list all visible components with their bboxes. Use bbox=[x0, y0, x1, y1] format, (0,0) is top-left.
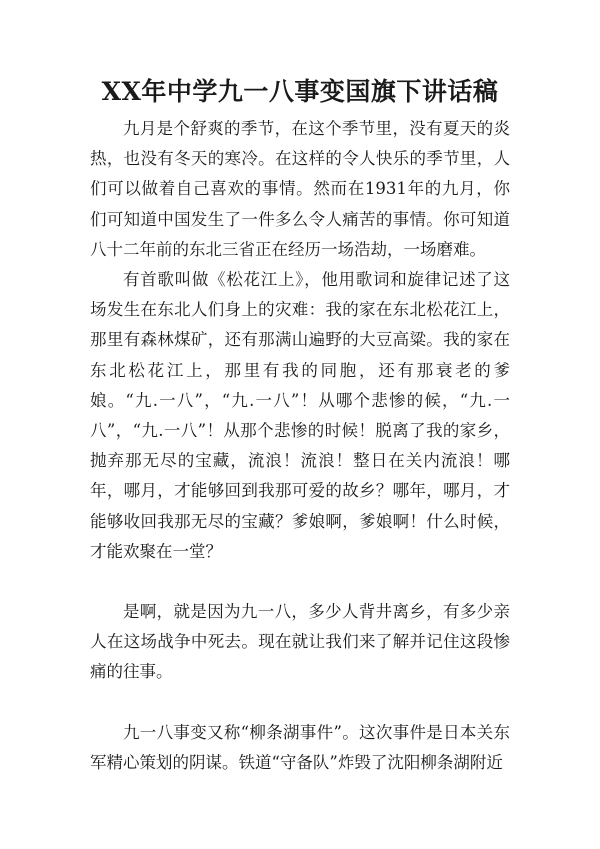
paragraph-song-songhua-river: 有首歌叫做《松花江上》，他用歌词和旋律记述了这场发生在东北人们身上的灾难：我的家在东北松花江上，那里有森林煤矿，还有那满山遍野的大豆高粱。我的家在东北松花江上，那里有我的同胞，还有那衰老的爹娘。“九.一八”，“九.一八”！从哪个悲惨的候，“九.一八”，“九.一八”！从那个悲惨的时候！脱离了我的家乡，抛弃那无尽的宝藏，流浪！流浪！整日在关内流浪！哪年，哪月，才能够回到我那可爱的故乡？哪年，哪月，才能够收回我那无尽的宝藏？爹娘啊，爹娘啊！什么时候，才能欢聚在一堂？ bbox=[90, 270, 510, 561]
paragraph-autumn-intro: 九月是个舒爽的季节，在这个季节里，没有夏天的炎热，也没有冬天的寒冷。在这样的令人快乐的季节里，人们可以做着自己喜欢的事情。然而在1931年的九月，你们可知道中国发生了一件多么令人痛苦的事情。你可知道八十二年前的东北三省正在经历一场浩劫，一场磨难。 bbox=[90, 119, 510, 259]
paragraph-liutiaohu-incident: 九一八事变又称“柳条湖事件”。这次事件是日本关东军精心策划的阴谋。铁道“守备队”炸毁了沈阳柳条湖附近 bbox=[90, 722, 510, 772]
paragraph-spacer bbox=[90, 567, 510, 597]
document-body bbox=[90, 114, 510, 778]
paragraph-spacer bbox=[90, 688, 510, 718]
document-title: XX年中学九一八事变国旗下讲话稿 bbox=[101, 77, 499, 106]
paragraph-reflection: 是啊，就是因为九一八，多少人背井离乡，有多少亲人在这场战争中死去。现在就让我们来了解并记住这段惨痛的往事。 bbox=[90, 602, 510, 682]
